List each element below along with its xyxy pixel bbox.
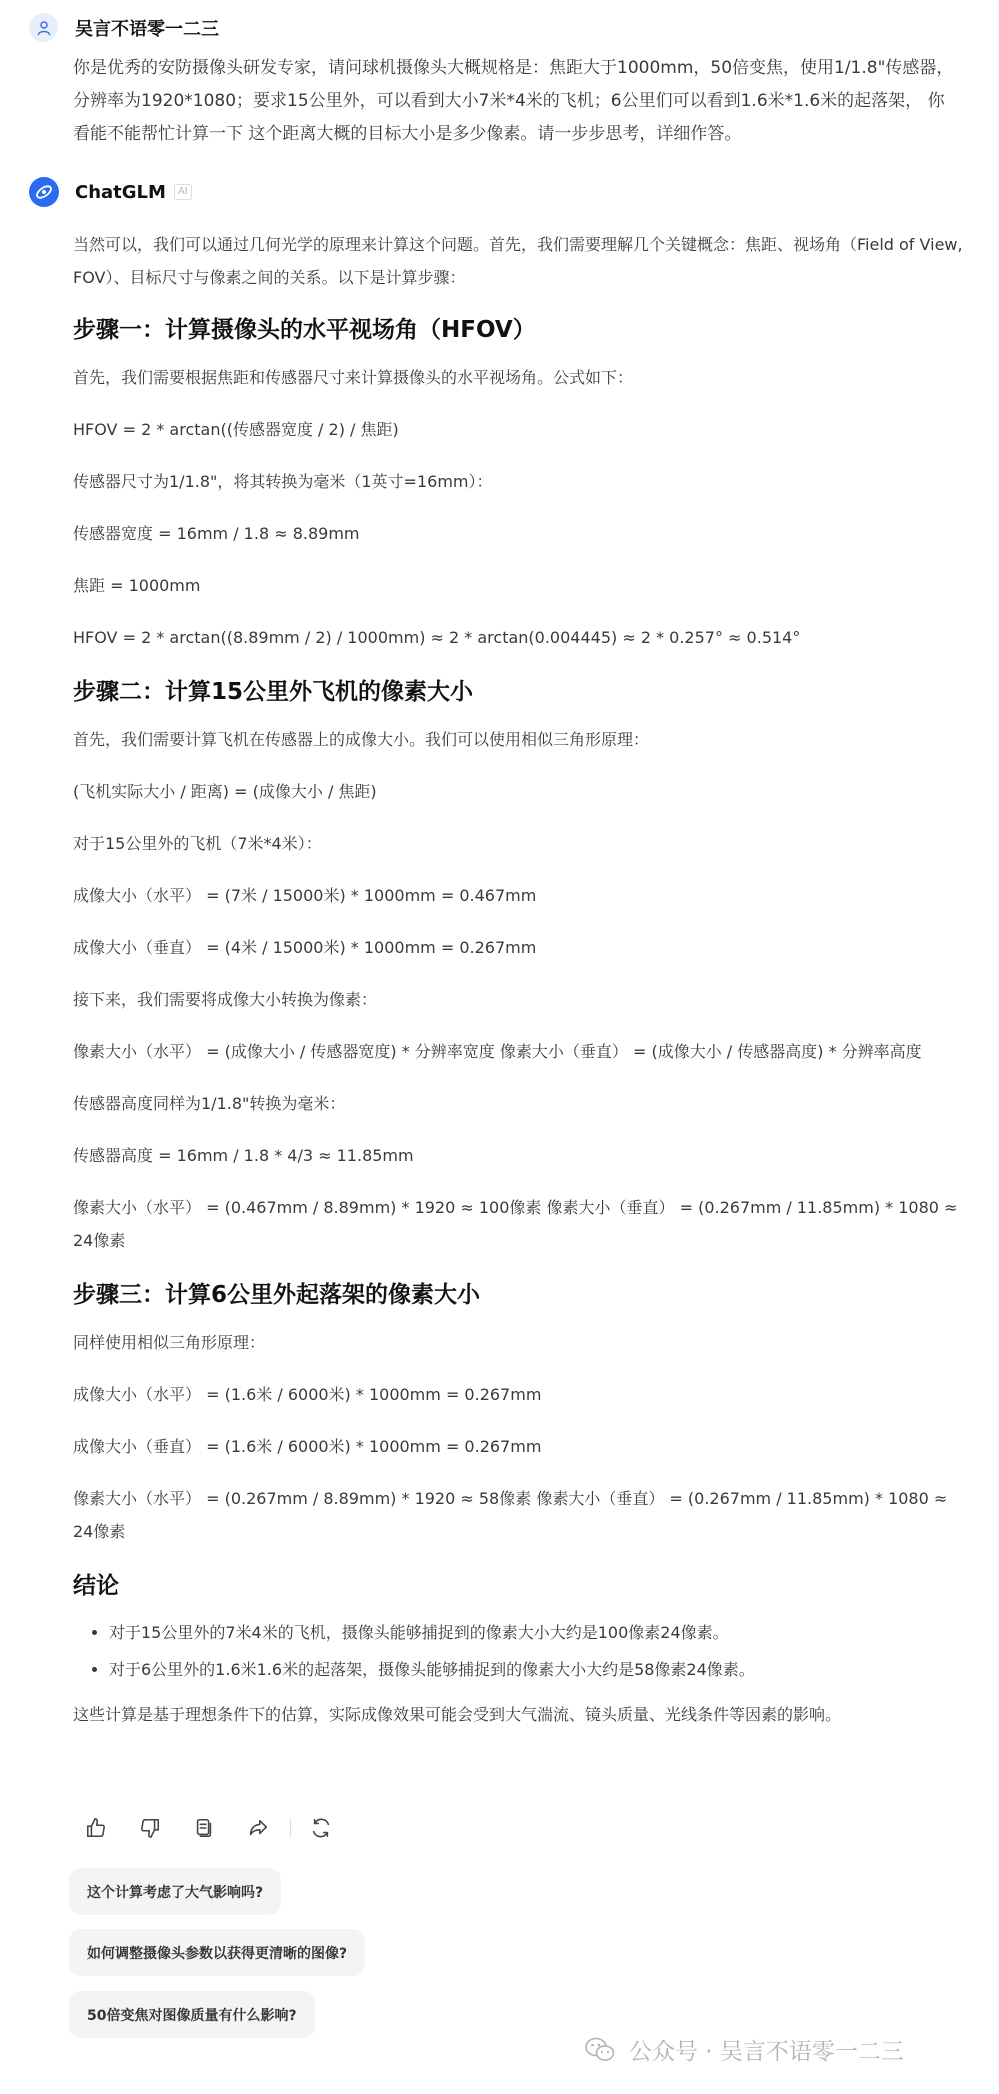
list-item: • 对于6公里外的1.6米1.6米的起落架，摄像头能够捕捉到的像素大小大约是58像素24像素。 [109,1651,963,1688]
thumbs-down-icon [139,1817,161,1839]
step1-line: HFOV = 2 * arctan((8.89mm / 2) / 1000mm) ≈ 2 * arctan(0.004445) ≈ 2 * 0.257° ≈ 0.514° [73,628,801,647]
user-message-header [29,13,219,42]
copy-button[interactable] [190,1814,218,1842]
suggestion-chip[interactable]: 50倍变焦对图像质量有什么影响? [69,1991,315,2038]
list-item: • 对于15公里外的7米4米的飞机，摄像头能够捕捉到的像素大小大约是100像素24像素。 [109,1614,963,1651]
step1-line: 传感器尺寸为1/1.8"，将其转换为毫米（1英寸=16mm）： [73,472,493,491]
bot-message-header [29,177,192,207]
regenerate-icon [310,1817,332,1839]
step1-line: 焦距 = 1000mm [73,576,201,595]
share-icon [247,1817,269,1839]
conclusion-list [73,1614,963,1688]
step1-line: 传感器宽度 = 16mm / 1.8 ≈ 8.89mm [73,524,360,543]
dislike-button[interactable] [136,1814,164,1842]
conclusion-note: 这些计算是基于理想条件下的估算，实际成像效果可能会受到大气湍流、镜头质量、光线条件等因素的影响。 [73,1705,842,1724]
regenerate-button[interactable] [307,1814,335,1842]
suggestion-chip[interactable]: 这个计算考虑了大气影响吗? [69,1868,281,1915]
conclusion-title: 结论 [73,1573,119,1599]
step2-line: 接下来，我们需要将成像大小转换为像素： [73,990,378,1009]
step2-line: 传感器高度同样为1/1.8"转换为毫米： [73,1094,346,1113]
step1-line: 首先，我们需要根据焦距和传感器尺寸来计算摄像头的水平视场角。公式如下： [73,368,634,387]
action-divider [290,1819,291,1837]
step1-title: 步骤一：计算摄像头的水平视场角（HFOV） [73,317,536,343]
step3-line: 像素大小（水平） = (0.267mm / 8.89mm) * 1920 ≈ 58像素 像素大小（垂直） = (0.267mm / 11.85mm) * 1080 ≈ 24像素 [73,1489,948,1541]
watermark [585,2033,904,2066]
ai-badge: AI [174,184,192,200]
step3-title: 步骤三：计算6公里外起落架的像素大小 [73,1282,481,1308]
user-name: 吴言不语零一二三 [75,18,219,40]
step2-title: 步骤二：计算15公里外飞机的像素大小 [73,679,474,705]
step2-line: 对于15公里外的飞机（7米*4米）： [73,834,322,853]
like-button[interactable] [82,1814,110,1842]
person-icon [36,20,52,36]
copy-icon [193,1817,215,1839]
step2-line: 像素大小（水平） = (成像大小 / 传感器宽度) * 分辨率宽度 像素大小（垂直） = (成像大小 / 传感器高度) * 分辨率高度 [73,1042,922,1061]
answer-intro: 当然可以，我们可以通过几何光学的原理来计算这个问题。首先，我们需要理解几个关键概念：焦距、视场角（Field of View, FOV）、目标尺寸与像素之间的关系。以下是计算步骤： [73,235,963,287]
watermark-text: 公众号 · 吴言不语零一二三 [629,2039,904,2065]
step2-line: 传感器高度 = 16mm / 1.8 * 4/3 ≈ 11.85mm [73,1146,414,1165]
step2-line: 首先，我们需要计算飞机在传感器上的成像大小。我们可以使用相似三角形原理： [73,730,650,749]
step3-line: 成像大小（水平） = (1.6米 / 6000米) * 1000mm = 0.267mm [73,1385,542,1404]
user-avatar [29,13,58,42]
step2-line: 像素大小（水平） = (0.467mm / 8.89mm) * 1920 ≈ 100像素 像素大小（垂直） = (0.267mm / 11.85mm) * 1080 ≈ 24像素 [73,1198,958,1250]
bot-name: ChatGLM [75,181,166,203]
step2-line: 成像大小（水平） = (7米 / 15000米) * 1000mm = 0.467mm [73,886,537,905]
step1-line: HFOV = 2 * arctan((传感器宽度 / 2) / 焦距) [73,420,399,439]
message-actions [82,1813,361,1843]
share-button[interactable] [244,1814,272,1842]
user-question: 你是优秀的安防摄像头研发专家，请问球机摄像头大概规格是：焦距大于1000mm，50倍变焦，使用1/1.8"传感器，分辨率为1920*1080；要求15公里外，可以看到大小7米*4米的飞机；6公里们可以看到1.6米*1.6米的起落架， 你看能不能帮忙计算一下 这个距离大概的目标大小是多少像素。请一步步思考，详细作答。 [73,58,954,144]
step3-line: 同样使用相似三角形原理： [73,1333,266,1352]
step2-line: 成像大小（垂直） = (4米 / 15000米) * 1000mm = 0.267mm [73,938,537,957]
step2-line: (飞机实际大小 / 距离) = (成像大小 / 焦距) [73,782,377,801]
suggestion-chip[interactable]: 如何调整摄像头参数以获得更清晰的图像? [69,1929,365,1976]
step3-line: 成像大小（垂直） = (1.6米 / 6000米) * 1000mm = 0.267mm [73,1437,542,1456]
bot-answer [73,228,963,1731]
thumbs-up-icon [85,1817,107,1839]
chatglm-logo-icon [29,177,59,207]
wechat-icon [585,2037,615,2063]
